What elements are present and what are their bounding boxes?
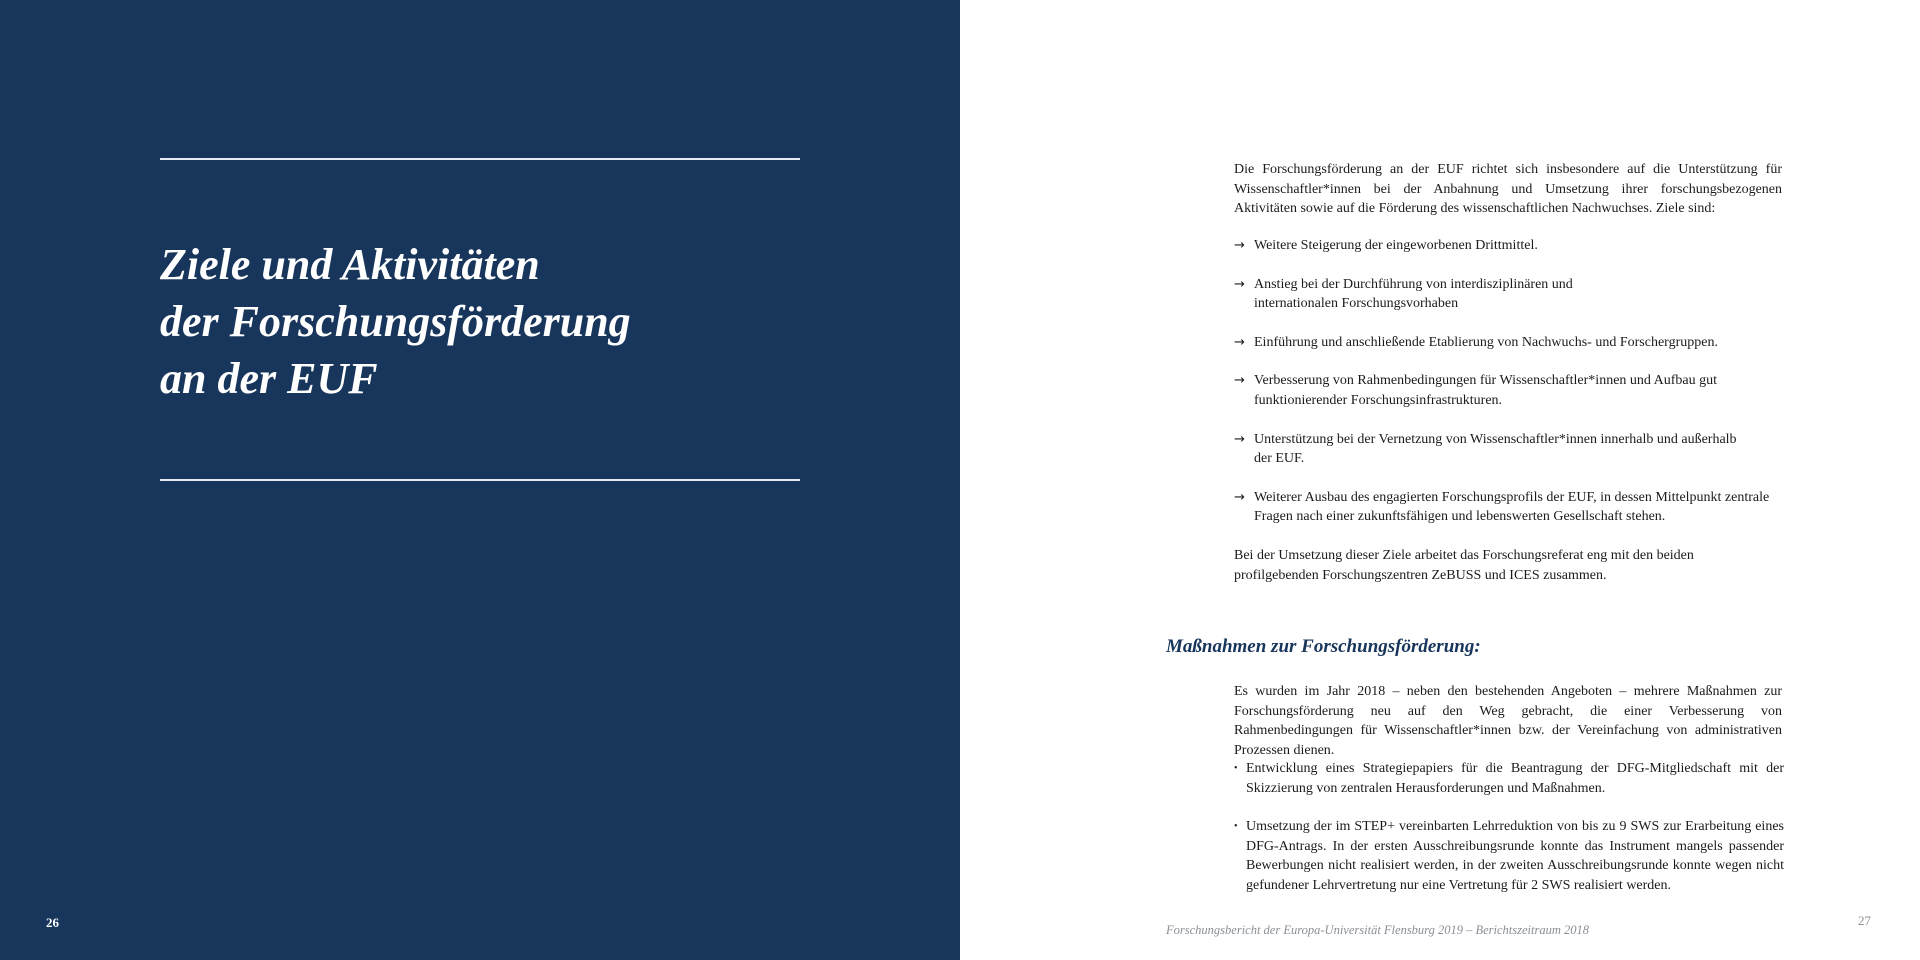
- goal-text: Anstieg bei der Durchführung von interdisziplinären und internationalen Forschungsvorhaben: [1254, 276, 1573, 312]
- measures-list: [1234, 759, 1784, 915]
- measure-text: Umsetzung der im STEP+ vereinbarten Lehrreduktion von bis zu 9 SWS zur Erarbeitung eines DFG-Antrags. In der ersten Ausschreibungsrunde konnte das Instrument mangels passender Bewerbungen nicht realisiert werden, in der zweiten Ausschreibungsrunde konnte wegen nicht gefundener Lehrvertretung nur eine Vertretung für 2 SWS realisiert werden.: [1246, 819, 1784, 893]
- chapter-title-line: Ziele und Aktivitäten: [160, 240, 540, 289]
- list-item: [1234, 333, 1794, 353]
- measures-intro-paragraph: Es wurden im Jahr 2018 – neben den bestehenden Angeboten – mehrere Maßnahmen zur Forschungsförderung neu auf den Weg gebracht, die einer Verbesserung von Rahmenbedingungen für Wissenschaftler*innen bzw. der Vereinfachung von administrativen Prozessen dienen.: [1234, 684, 1782, 758]
- arrow-right-icon: →: [1234, 276, 1245, 292]
- list-item: [1234, 275, 1614, 314]
- list-item: [1234, 430, 1744, 469]
- bullet-icon: •: [1234, 763, 1238, 774]
- goal-text: Weitere Steigerung der eingeworbenen Drittmittel.: [1254, 238, 1538, 253]
- list-item: [1234, 236, 1794, 256]
- bullet-icon: •: [1234, 821, 1238, 833]
- goal-text: Einführung und anschließende Etablierung von Nachwuchs- und Forschergruppen.: [1254, 334, 1718, 350]
- chapter-title-line: der Forschungsförderung: [160, 297, 631, 346]
- goal-text: Verbesserung von Rahmenbedingungen für Wissenschaftler*innen und Aufbau gut funktionierender Forschungsinfrastrukturen.: [1254, 373, 1718, 408]
- page-number-right: 27: [1858, 913, 1871, 928]
- bottom-divider: [160, 479, 800, 481]
- list-item: [1234, 371, 1764, 410]
- chapter-title: [160, 236, 880, 407]
- measure-text: Entwicklung eines Strategiepapiers für die Beantragung der DFG-Mitgliedschaft mit der Skizzierung von zentralen Herausforderungen und Maßnahmen.: [1246, 761, 1784, 796]
- arrow-right-icon: →: [1234, 334, 1245, 350]
- running-footer: Forschungsbericht der Europa-Universität Flensburg 2019 – Berichtszeitraum 2018: [1166, 923, 1589, 937]
- intro-paragraph: Die Forschungsförderung an der EUF richtet sich insbesondere auf die Unterstützung für Wissenschaftler*innen bei der Anbahnung und Umsetzung ihrer forschungsbezogenen Aktivitäten sowie auf die Förderung des wissenschaftlichen Nachwuchses. Ziele sind:: [1234, 162, 1782, 217]
- list-item: [1234, 759, 1784, 798]
- goal-text: Unterstützung bei der Vernetzung von Wissenschaftler*innen innerhalb und außerhalb der EUF.: [1254, 431, 1737, 467]
- goal-text: Weiterer Ausbau des engagierten Forschungsprofils der EUF, in dessen Mittelpunkt zentrale Fragen nach einer zukunftsfähigen und lebenswerten Gesellschaft stehen.: [1254, 489, 1770, 525]
- arrow-right-icon: →: [1234, 489, 1245, 505]
- outro-paragraph: Bei der Umsetzung dieser Ziele arbeitet das Forschungsreferat eng mit den beiden profilgebenden Forschungszentren ZeBUSS und ICES zusammen.: [1234, 548, 1694, 583]
- list-item: [1234, 817, 1784, 895]
- top-divider: [160, 158, 800, 160]
- arrow-right-icon: →: [1234, 238, 1245, 253]
- list-item: [1234, 488, 1794, 527]
- section-heading: Maßnahmen zur Forschungsförderung:: [1166, 636, 1481, 657]
- page-number-left: 26: [46, 915, 59, 930]
- arrow-right-icon: →: [1234, 373, 1245, 389]
- arrow-right-icon: →: [1234, 431, 1245, 447]
- goals-list: [1234, 236, 1794, 546]
- chapter-title-line: an der EUF: [160, 354, 378, 403]
